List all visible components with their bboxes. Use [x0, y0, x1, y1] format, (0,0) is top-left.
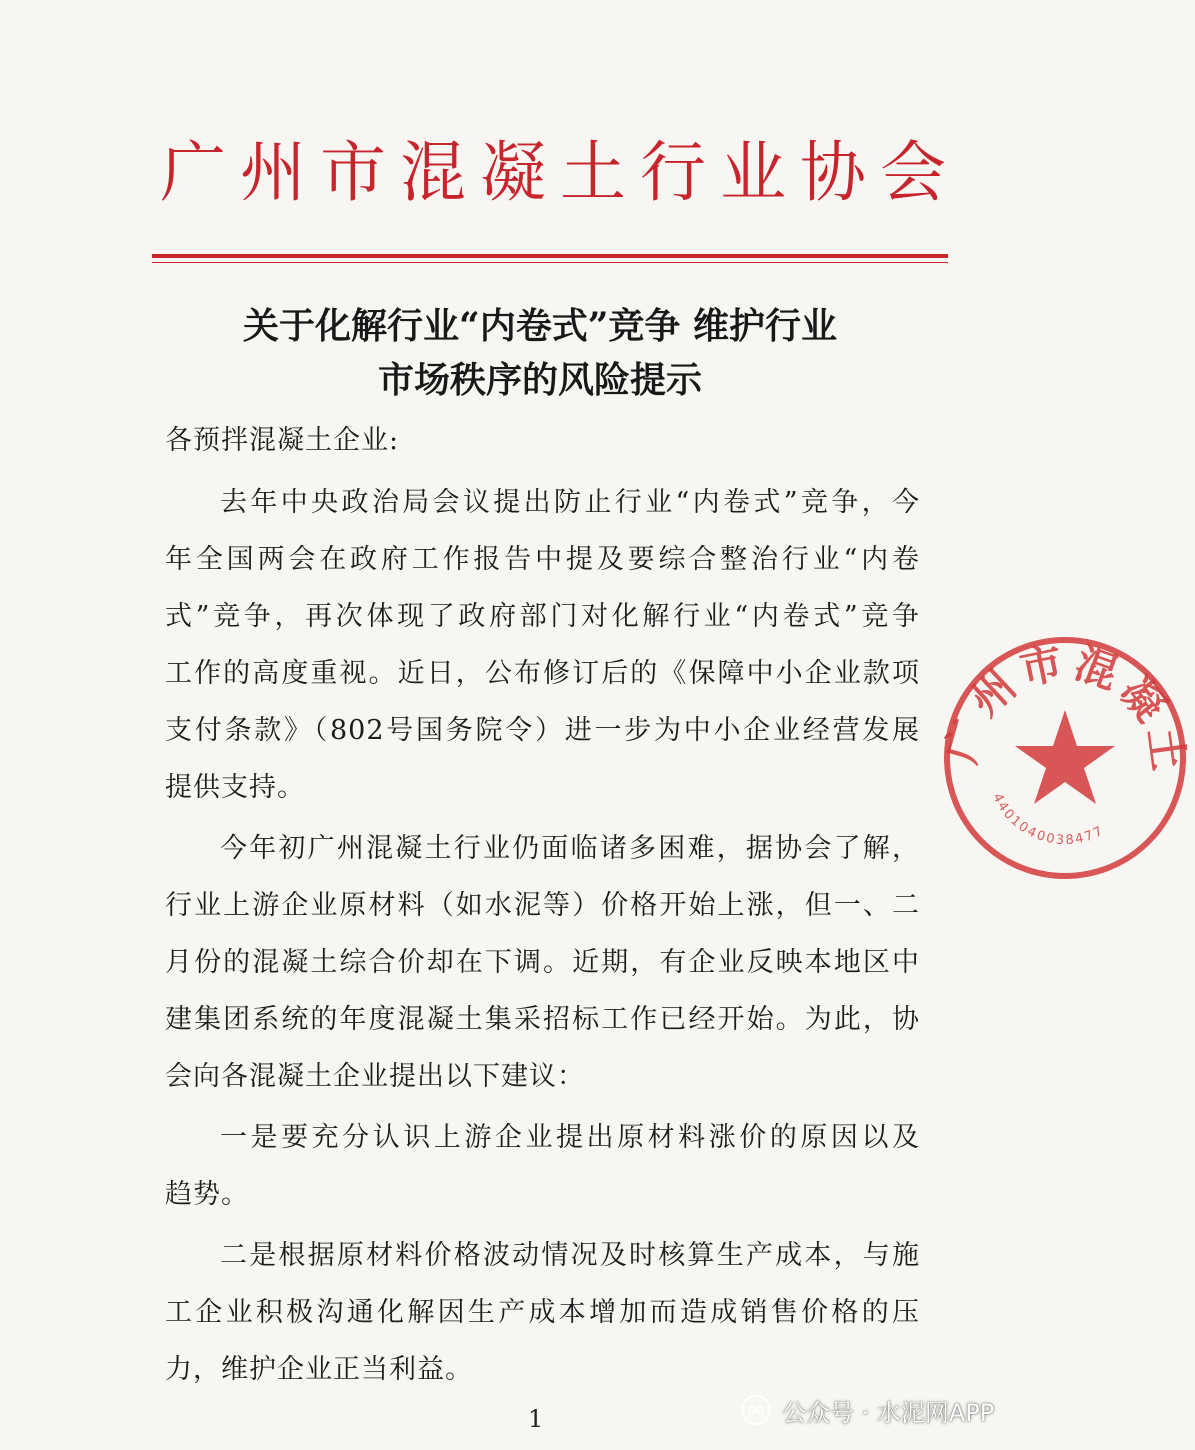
official-seal-icon: [935, 628, 1195, 888]
paragraph-2-line: 月份的混凝土综合价却在下调。近期，有企业反映本地区中: [165, 947, 920, 978]
document-title-line-2: 市场秩序的风险提示: [377, 359, 702, 401]
seal-code: 4401040038477: [989, 791, 1107, 849]
paragraph-2-line: 会向各混凝土企业提出以下建议：: [165, 1061, 585, 1092]
organization-letterhead: 广州市混凝土行业协会: [160, 134, 960, 211]
paragraph-3-line: 一是要充分认识上游企业提出原材料涨价的原因以及: [220, 1122, 920, 1153]
salutation: 各预拌混凝土企业:: [165, 425, 400, 456]
watermark-text: 公众号 · 水泥网APP: [782, 1398, 995, 1427]
wechat-official-account-icon: [740, 1394, 772, 1426]
svg-text:4401040038477: [989, 791, 1107, 848]
paragraph-3-line: 趋势。: [165, 1179, 249, 1210]
page-number: 1: [528, 1405, 544, 1433]
paragraph-2-line: 行业上游企业原材料（如水泥等）价格开始上涨，但一、二: [165, 890, 920, 921]
seal-star-icon: [1015, 710, 1115, 804]
paragraph-1-line: 式”竞争，再次体现了政府部门对化解行业“内卷式”竞争: [165, 601, 920, 632]
paragraph-2-line: 今年初广州混凝土行业仍面临诸多困难，据协会了解，: [220, 833, 920, 864]
document-title-line-1: 关于化解行业“内卷式”竞争 维护行业: [243, 305, 837, 347]
paragraph-4-line: 工企业积极沟通化解因生产成本增加而造成销售价格的压: [165, 1297, 920, 1328]
wechat-watermark: [740, 1385, 994, 1435]
paragraph-4-line: 力，维护企业正当利益。: [165, 1354, 473, 1385]
seal-text: 广州市混凝土: [936, 636, 1195, 780]
paragraph-4-line: 二是根据原材料价格波动情况及时核算生产成本，与施: [220, 1240, 920, 1271]
paragraph-1-line: 年全国两会在政府工作报告中提及要综合整治行业“内卷: [165, 544, 920, 575]
paragraph-2-line: 建集团系统的年度混凝土集采招标工作已经开始。为此，协: [165, 1004, 920, 1035]
paragraph-1-line: 工作的高度重视。近日，公布修订后的《保障中小企业款项: [165, 658, 920, 689]
paragraph-1-line: 去年中央政治局会议提出防止行业“内卷式”竞争，今: [220, 487, 920, 518]
letterhead-red-rule-thin: [152, 262, 948, 263]
letterhead-red-rule: [152, 254, 948, 258]
paragraph-1-line: 提供支持。: [165, 772, 305, 803]
paragraph-1-line: 支付条款》（802号国务院令）进一步为中小企业经营发展: [165, 715, 920, 746]
